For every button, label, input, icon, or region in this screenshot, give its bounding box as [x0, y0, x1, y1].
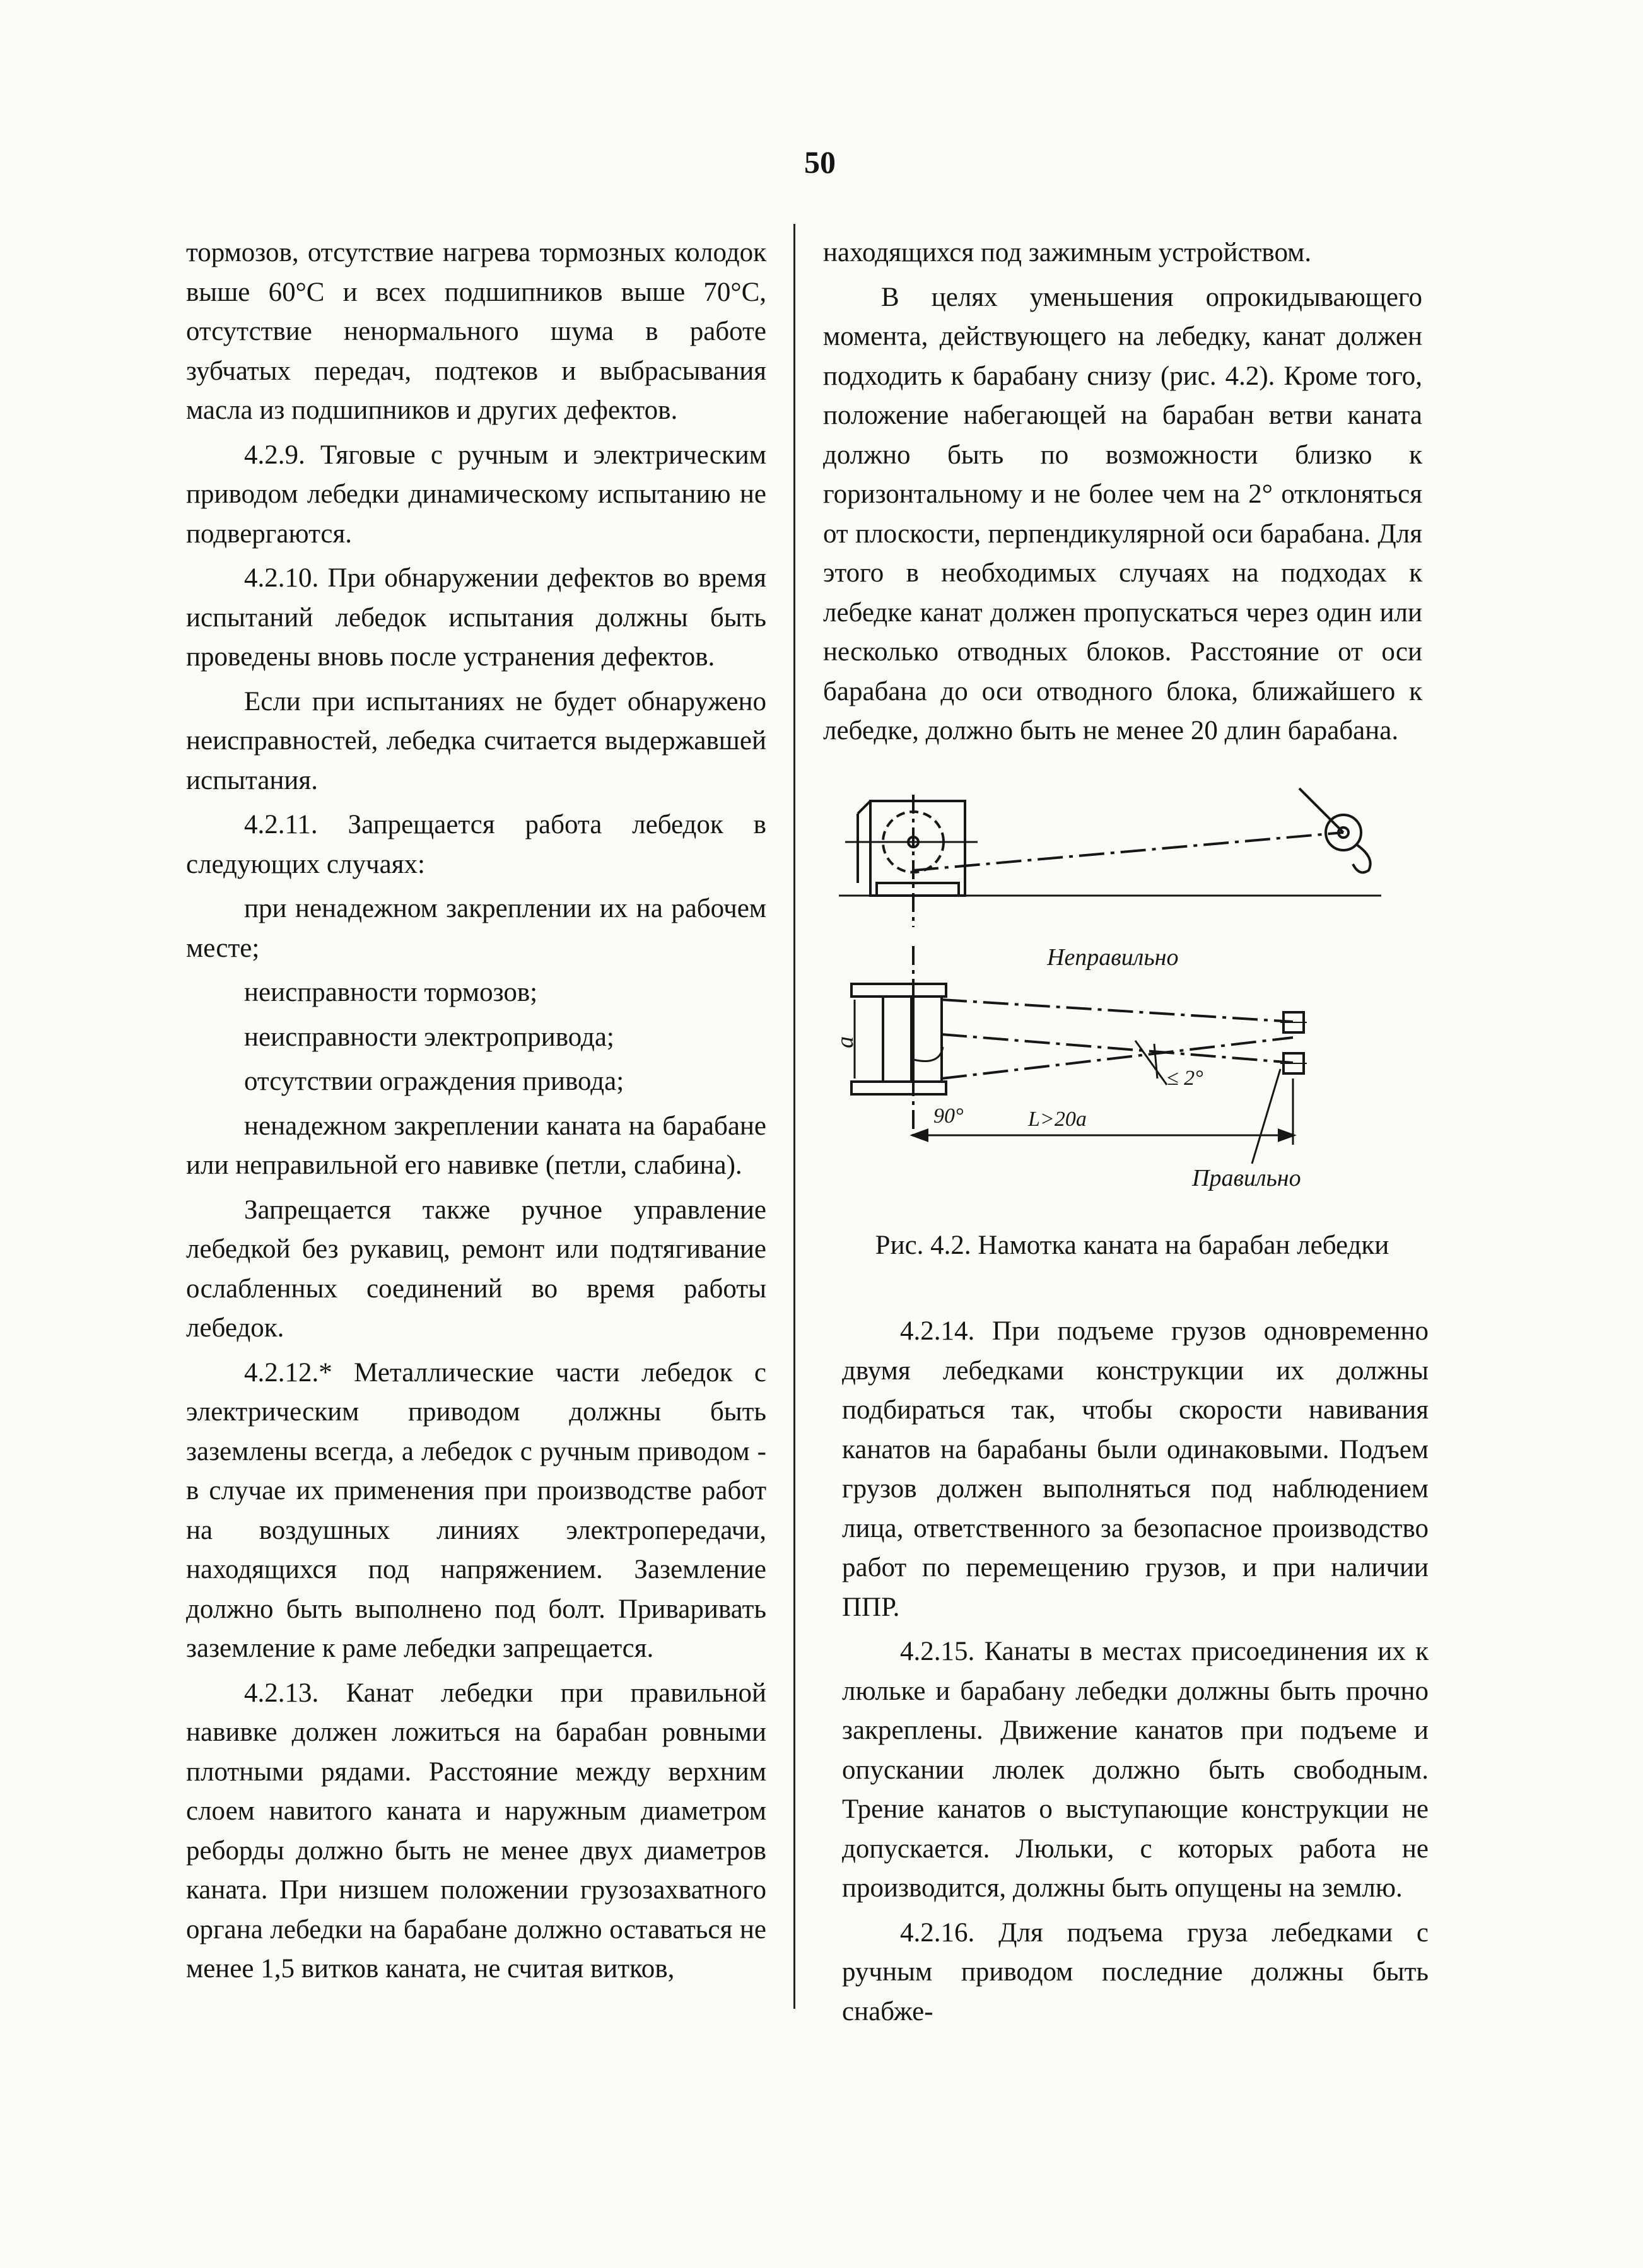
page-number: 50	[804, 144, 836, 180]
guide-pulleys	[1280, 1012, 1307, 1073]
label-right: Правильно	[1192, 1165, 1301, 1191]
list-item: при ненадежном закреплении их на рабочем месте;	[186, 894, 766, 963]
paragraph: 4.2.16. Для подъема груза лебедками с ручным приводом последние должны быть снабже-	[842, 1917, 1429, 2026]
paragraph: 4.2.11. Запрещается работа лебедок в следующих случаях:	[186, 810, 766, 879]
label-angle-2: ≤ 2°	[1167, 1067, 1203, 1090]
label-wrong: Неправильно	[1047, 944, 1179, 971]
paragraph: 4.2.9. Тяговые с ручным и электрическим приводом лебедки динамическому испытанию не подвергаются.	[186, 440, 766, 549]
paragraph: Если при испытаниях не будет обнаружено неисправностей, лебедка считается выдержавшей испытания.	[186, 686, 766, 795]
list-item: отсутствии ограждения привода;	[244, 1067, 624, 1096]
paragraph: В целях уменьшения опрокидывающего момента, действующего на лебедку, канат должен подходить к барабану снизу (рис. 4.2). Кроме того, положение набегающей на барабан ветви каната должно быть по возможности близко к горизонтальному и не более чем на 2° отклоняться от плоскости, перпендикулярной оси барабана. Для этого в необходимых случаях на подходах к лебедке канат должен пропускаться через один или несколько отводных блоков. Расстояние от оси барабана до оси отводного блока, ближайшего к лебедке, должно быть не менее 20 длин барабана.	[823, 282, 1422, 745]
figure-caption: Рис. 4.2. Намотка каната на барабан лебедки	[875, 1230, 1389, 1260]
right-column-lower	[842, 1312, 1429, 2037]
left-column	[186, 233, 766, 1994]
column-divider	[793, 224, 795, 2009]
figure-rope-winding	[832, 782, 1425, 1261]
paragraph: тормозов, отсутствие нагрева тормозных колодок выше 60°С и всех подшипников выше 70°С, отсутствие ненормального шума в работе зубчатых передач, подтеков и выбрасывания масла из подшипников и других дефектов.	[186, 238, 766, 425]
label-a: a	[832, 1036, 858, 1048]
list-item: неисправности электропривода;	[244, 1022, 614, 1052]
list-item: ненадежном закреплении каната на барабане или неправильной его навивке (петли, слабина).	[186, 1111, 766, 1180]
paragraph: находящихся под зажимным устройством.	[823, 238, 1312, 267]
paragraph: 4.2.12.* Металлические части лебедок с электрическим приводом должны быть заземлены всегда, а лебедок с ручным приводом - в случае их применения при производстве работ на воздушных линиях электропередачи, находящихся под напряжением. Заземление должно быть выполнено под болт. Приваривать заземление к раме лебедки запрещается.	[186, 1357, 766, 1663]
paragraph: Запрещается также ручное управление лебедкой без рукавиц, ремонт или подтягивание ослабленных соединений во время работы лебедок.	[186, 1195, 766, 1343]
label-distance: L>20a	[1028, 1108, 1087, 1131]
list-item: неисправности тормозов;	[244, 978, 538, 1007]
paragraph: 4.2.14. При подъеме грузов одновременно двумя лебедками конструкции их должны подбираться так, чтобы скорости навивания канатов на барабаны были одинаковыми. Подъем грузов должен выполняться под наблюдением лица, ответственного за безопасное производство работ по перемещению грузов, и при наличии ППР.	[842, 1316, 1429, 1622]
paragraph: 4.2.15. Канаты в местах присоединения их к люльке и барабану лебедки должны быть прочно закреплены. Движение канатов при подъеме и опускании люлек должно быть свободным. Трение канатов о выступающие конструкции не допускается. Люльки, с которых работа не производится, должны быть опущены на землю.	[842, 1637, 1429, 1903]
pulley-block	[1299, 788, 1371, 872]
drum-plan-view	[851, 946, 946, 1135]
label-angle-90: 90°	[933, 1104, 964, 1128]
paragraph: 4.2.13. Канат лебедки при правильной навивке должен ложиться на барабан ровными плотными рядами. Расстояние между верхним слоем навитого каната и наружным диаметром реборды должно быть не менее двух диаметров каната. При низшем положении грузозахватного органа лебедки на барабане должно оставаться не менее 1,5 витков каната, не считая витков,	[186, 1678, 766, 1984]
winch-side-view	[839, 795, 1381, 927]
paragraph: 4.2.10. При обнаружении дефектов во время испытаний лебедок испытания должны быть проведены вновь после устранения дефектов.	[186, 563, 766, 672]
rope-winding-diagram	[832, 782, 1425, 1217]
right-column	[823, 233, 1422, 756]
